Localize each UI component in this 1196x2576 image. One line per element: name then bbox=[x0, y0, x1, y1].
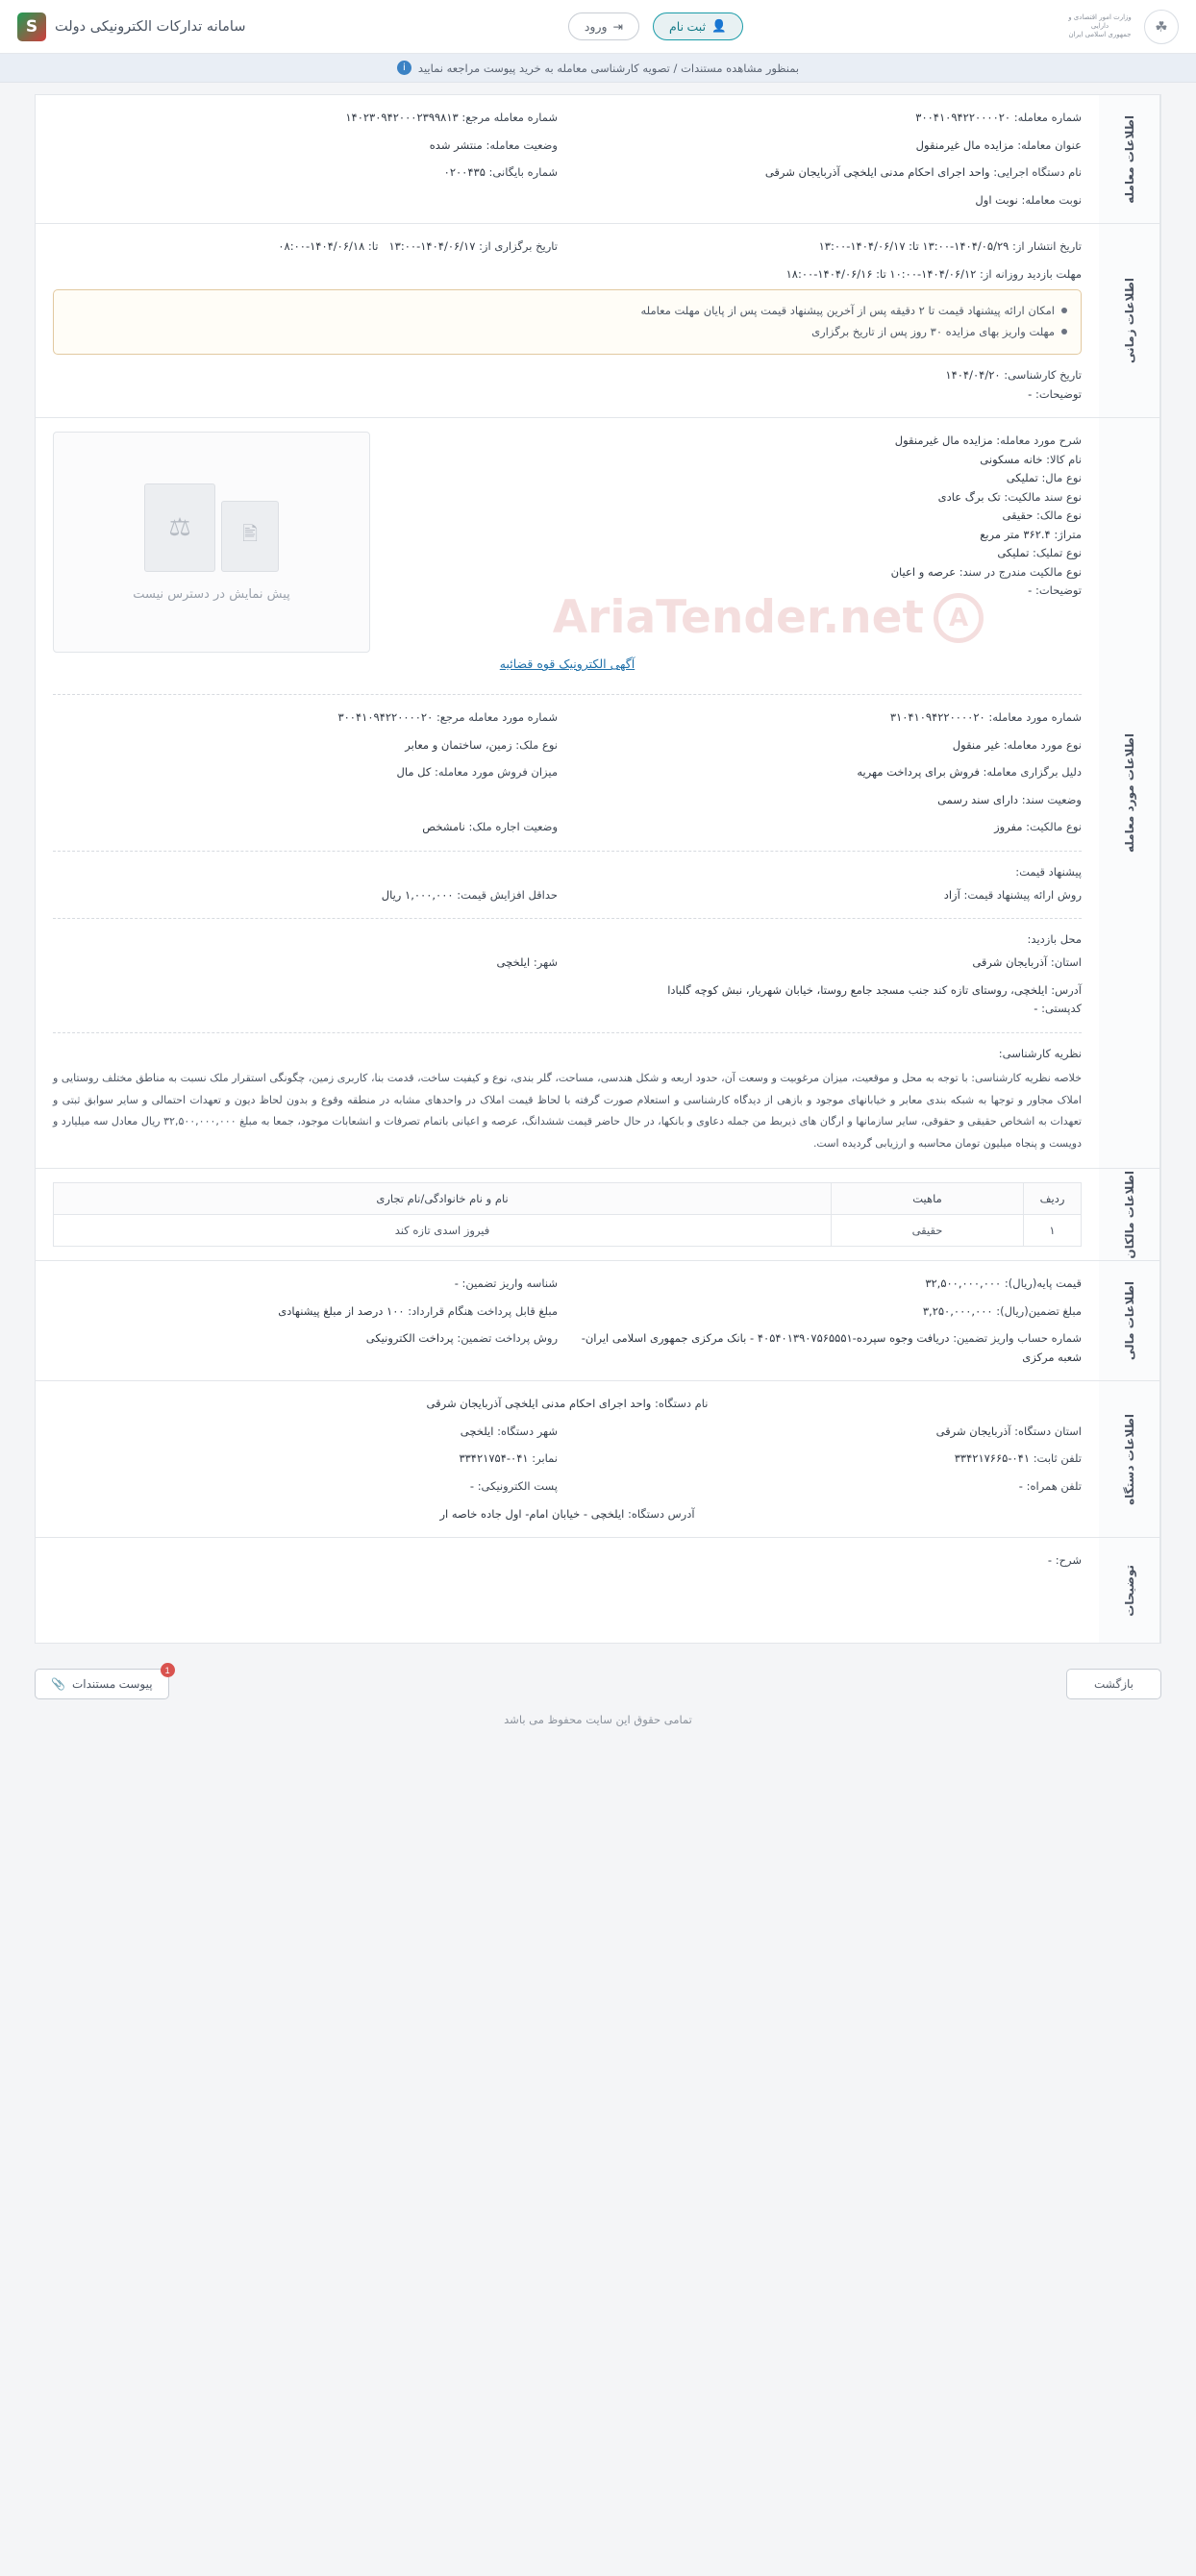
section-label-text: اطلاعات مورد معامله bbox=[1122, 733, 1136, 854]
field-row: حداقل افزایش قیمت: ۱,۰۰۰,۰۰۰ ریال bbox=[381, 887, 558, 902]
register-button[interactable] bbox=[653, 12, 743, 40]
info-icon: i bbox=[397, 61, 411, 75]
field-row: تاریخ برگزاری از: ۱۴۰۴/۰۶/۱۷-۱۳:۰۰ تا: ۱۴۰۴/۰۶/۱۸-۰۸:۰۰ bbox=[278, 239, 558, 254]
section-subject-info bbox=[35, 418, 1161, 1169]
section-label-text: توضیحات bbox=[1122, 1564, 1136, 1617]
divider bbox=[53, 694, 1082, 695]
field-row: شهر: ایلخچی bbox=[496, 955, 558, 970]
field-row: تلفن همراه: - bbox=[1018, 1479, 1082, 1493]
attachments-label: پیوست مستندات bbox=[71, 1677, 153, 1692]
back-label: بازگشت bbox=[1094, 1677, 1134, 1692]
user-add-icon: 👤 bbox=[711, 19, 727, 33]
field-row: شماره مورد معامله مرجع: ۳۰۰۴۱۰۹۴۲۲۰۰۰۰۲۰ bbox=[337, 710, 558, 725]
price-proposal-grid bbox=[53, 886, 1082, 905]
field-row: نوع مالک: حقیقی bbox=[1002, 508, 1082, 523]
field-row: شناسه واریز تضمین: - bbox=[454, 1276, 558, 1291]
section-deal-info bbox=[35, 94, 1161, 224]
financial-grid bbox=[53, 1275, 1082, 1367]
expert-opinion-text: خلاصه نظریه کارشناسی: با توجه به محل و موقعیت، میزان مرغوبیت و وسعت آن، حدود اربعه و شکل هندسی، مساحت، گلر بندی، نوع و کیفیت ساخت، قدمت بنا، کاربری زمین، چگونگی استقرار ملک نسبت به مناطق مختلف روستایی و املاک مجاور و توجها به شبکه بندی معابر و خیابانهای موجود و بازهی از دیدگاه کارشناسی و استعلام صورت گرفته با لحاظ قیمت املاک در واحدهای مشابه در منطقه وقوع و بدون لحاظ دیون و تعهدات احتمالی و سایر سوابق ثبتی و تعهدات به اشخاص حقیقی و حقوقی، سایر سازمانها و ارگان های ذیربط من جمله دعاوی و بانکها، در حال حاضر قیمت ششدانگ، عرصه و اعیانی باتمام تصرفات و انشعابات موجود، جمعا به مبلغ ۳۲,۵۰۰,۰۰۰,۰۰۰ ریال معادل سه میلیارد و دویست و پنجاه میلیون تومان محاسبه و ارزیابی گردیده است. bbox=[53, 1071, 1082, 1150]
field-row: قیمت پایه(ریال): ۳۲,۵۰۰,۰۰۰,۰۰۰ bbox=[925, 1276, 1082, 1291]
attachment-count-badge: 1 bbox=[161, 1663, 175, 1677]
expert-opinion-heading: نظریه کارشناسی: bbox=[998, 1046, 1082, 1060]
field-row: نوبت معامله: نوبت اول bbox=[975, 192, 1082, 207]
field-row: استان دستگاه: آذربایجان شرقی bbox=[935, 1424, 1082, 1438]
divider bbox=[53, 918, 1082, 919]
section-label-financial bbox=[1099, 1261, 1160, 1380]
field-row: شماره بایگانی: ۰۲۰۰۴۳۵ bbox=[443, 165, 558, 180]
notice-bar bbox=[0, 54, 1196, 83]
preview-icons bbox=[144, 483, 279, 572]
alert-line bbox=[67, 322, 1067, 343]
field-row: نوع ملک: زمین، ساختمان و معابر bbox=[405, 737, 558, 752]
cell-nature: حقیقی bbox=[832, 1215, 1024, 1247]
field-row: میزان فروش مورد معامله: کل مال bbox=[396, 765, 558, 780]
time-desc-row: توضیحات: - bbox=[1028, 386, 1082, 401]
register-label: ثبت نام bbox=[669, 20, 707, 34]
attachments-button[interactable] bbox=[35, 1665, 170, 1699]
field-row: نوع تملیک: تملیکی bbox=[997, 546, 1082, 560]
table-row bbox=[54, 1215, 1082, 1247]
table-header-row bbox=[54, 1183, 1082, 1215]
col-nature: ماهیت bbox=[832, 1183, 1024, 1215]
field-row: پست الکترونیکی: - bbox=[469, 1479, 558, 1493]
watermark-logo-icon: A bbox=[934, 593, 984, 643]
gov-badge-caption bbox=[1065, 13, 1134, 38]
alert-line bbox=[67, 301, 1067, 322]
section-body-owners bbox=[36, 1169, 1099, 1260]
field-row: آدرس: ایلخچی، روستای تازه کند جنب مسجد جامع روستا، خیابان شهریار، نبش کوچه گلبادا bbox=[667, 982, 1082, 997]
field-row: روش پرداخت تضمین: پرداخت الکترونیکی bbox=[365, 1331, 558, 1346]
preview-caption: پیش نمایش در دسترس نیست bbox=[133, 586, 290, 602]
section-agency bbox=[35, 1381, 1161, 1538]
field-row: نمابر: ۰۴۱-۳۳۴۲۱۷۵۴ bbox=[459, 1451, 558, 1466]
col-name: نام و نام خانوادگی/نام تجاری bbox=[54, 1183, 832, 1215]
page-content bbox=[0, 83, 1196, 1653]
subject-preview-row bbox=[53, 432, 1082, 653]
field-row: مبلغ قابل پرداخت هنگام قرارداد: ۱۰۰ درصد از مبلغ پیشنهادی bbox=[278, 1303, 558, 1318]
field-row: روش ارائه پیشنهاد قیمت: آزاد bbox=[943, 887, 1082, 902]
field-row: شماره معامله مرجع: ۱۴۰۲۳۰۹۴۲۰۰۰۲۳۹۹۸۱۳ bbox=[345, 111, 558, 124]
field-row: نام کالا: خانه مسکونی bbox=[980, 452, 1082, 466]
visit-grid bbox=[53, 954, 1082, 973]
section-label-notes bbox=[1099, 1538, 1160, 1643]
footer-actions bbox=[0, 1653, 1196, 1703]
document-icon: 🖹 bbox=[221, 501, 279, 572]
cell-index: ۱ bbox=[1024, 1215, 1082, 1247]
field-row: نوع مالکیت مندرج در سند: عرصه و اعیان bbox=[890, 564, 1082, 579]
field-row: نوع مورد معامله: غیر منقول bbox=[952, 737, 1082, 752]
bullet-icon bbox=[1061, 308, 1067, 313]
bullet-icon bbox=[1061, 329, 1067, 334]
notice-text: بمنظور مشاهده مستندات / تصویه کارشناسی معامله به خرید پیوست مراجعه نمایید bbox=[417, 61, 800, 75]
divider bbox=[53, 1032, 1082, 1033]
field-row: تاریخ انتشار از: ۱۴۰۴/۰۵/۲۹-۱۳:۰۰ تا: ۱۴۰۴/۰۶/۱۷-۱۳:۰۰ bbox=[818, 239, 1082, 254]
alert-text-1: امکان ارائه پیشنهاد قیمت تا ۲ دقیقه پس از آخرین پیشنهاد قیمت پس از پایان مهلت معامله bbox=[640, 304, 1055, 318]
agency-grid bbox=[53, 1395, 1082, 1523]
section-label-owners bbox=[1099, 1169, 1160, 1260]
preview-placeholder[interactable] bbox=[53, 432, 370, 653]
section-label-text: اطلاعات مالکان bbox=[1122, 1170, 1136, 1259]
field-row: وضعیت اجاره ملک: نامشخص bbox=[422, 820, 558, 834]
field-row: نام دستگاه اجرایی: واحد اجرای احکام مدنی ایلخچی آذربایجان شرقی bbox=[764, 165, 1082, 180]
gov-logos bbox=[1065, 10, 1179, 44]
login-icon: ⇥ bbox=[612, 20, 624, 34]
gov-badge-line1: وزارت امور اقتصادی و دارایی bbox=[1068, 13, 1132, 31]
section-notes bbox=[35, 1538, 1161, 1644]
divider bbox=[53, 851, 1082, 852]
visit-heading: محل بازدید: bbox=[1027, 932, 1082, 947]
section-label-text: اطلاعات مالی bbox=[1122, 1281, 1136, 1361]
field-row: عنوان معامله: مزایده مال غیرمنقول bbox=[915, 137, 1082, 152]
field-row-empty bbox=[53, 791, 558, 810]
section-label-subject-info bbox=[1099, 418, 1160, 1168]
section-body-financial bbox=[36, 1261, 1099, 1380]
judiciary-ad-link[interactable]: آگهی الکترونیک قوه قضائیه bbox=[499, 656, 635, 672]
section-body-notes bbox=[36, 1538, 1099, 1643]
section-financial bbox=[35, 1261, 1161, 1381]
section-label-agency bbox=[1099, 1381, 1160, 1537]
section-label-text: اطلاعات زمانی bbox=[1122, 278, 1136, 364]
section-label-time-info bbox=[1099, 224, 1160, 417]
section-label-deal-info bbox=[1099, 95, 1160, 223]
field-row: نام دستگاه: واحد اجرای احکام مدنی ایلخچی آذربایجان شرقی bbox=[426, 1397, 709, 1411]
setadiran-logo-icon: S bbox=[17, 12, 46, 41]
site-title: سامانه تدارکات الکترونیکی دولت bbox=[55, 18, 246, 35]
section-body-deal-info bbox=[36, 95, 1099, 223]
field-row: نوع مالکیت: مفروز bbox=[994, 820, 1082, 834]
field-row: وضعیت سند: دارای سند رسمی bbox=[937, 792, 1082, 806]
field-row: کدپستی: - bbox=[1034, 1002, 1082, 1016]
section-label-text: اطلاعات معامله bbox=[1122, 114, 1136, 204]
section-body-subject-info bbox=[36, 418, 1099, 1168]
time-alert-box bbox=[53, 289, 1082, 355]
field-row: شرح مورد معامله: مزایده مال غیرمنقول bbox=[894, 433, 1082, 448]
gov-badge-line2: جمهوری اسلامی ایران bbox=[1068, 30, 1132, 38]
field-row: تلفن ثابت: ۰۴۱-۳۳۴۲۱۷۶۶۵ bbox=[954, 1451, 1082, 1466]
back-button[interactable] bbox=[1066, 1669, 1161, 1699]
field-row: مهلت بازدید روزانه از: ۱۴۰۴/۰۶/۱۲-۱۰:۰۰ تا: ۱۴۰۴/۰۶/۱۶-۱۸:۰۰ bbox=[785, 266, 1082, 281]
field-row: وضعیت معامله: منتشر شده bbox=[429, 137, 558, 152]
login-button[interactable] bbox=[568, 12, 639, 40]
field-row-empty bbox=[53, 265, 558, 285]
field-row: شماره مورد معامله: ۳۱۰۴۱۰۹۴۲۲۰۰۰۰۲۰ bbox=[889, 710, 1082, 725]
field-row: مبلغ تضمین(ریال): ۳,۲۵۰,۰۰۰,۰۰۰ bbox=[922, 1303, 1082, 1318]
deal-info-grid bbox=[53, 109, 1082, 210]
cell-name: فیروز اسدی تازه کند bbox=[54, 1215, 832, 1247]
field-row: متراژ: ۳۶۲.۴ متر مربع bbox=[980, 527, 1082, 541]
owners-table bbox=[53, 1182, 1082, 1247]
field-row: شماره حساب واریز تضمین: دریافت وجوه سپرده-۴۰۵۴۰۱۳۹۰۷۵۶۵۵۵۱ - بانک مرکزی جمهوری اسلامی ایران- شعبه مرکزی bbox=[581, 1331, 1082, 1364]
login-label: ورود bbox=[584, 20, 608, 34]
field-row: استان: آذربایجان شرقی bbox=[972, 955, 1082, 970]
section-body-time-info bbox=[36, 224, 1099, 417]
field-row: شماره معامله: ۳۰۰۴۱۰۹۴۲۲۰۰۰۰۲۰ bbox=[915, 111, 1082, 124]
alert-text-2: مهلت واریز بهای مزایده ۳۰ روز پس از تاریخ برگزاری bbox=[811, 325, 1055, 339]
field-row: دلیل برگزاری معامله: فروش برای پرداخت مهریه bbox=[857, 765, 1082, 780]
price-proposal-heading: پیشنهاد قیمت: bbox=[1015, 864, 1082, 879]
brand[interactable] bbox=[17, 12, 246, 41]
field-row: نوع سند مالکیت: تک برگ عادی bbox=[937, 489, 1082, 504]
section-label-text: اطلاعات دستگاه bbox=[1122, 1413, 1136, 1505]
footer-copyright: تمامی حقوق این سایت محفوظ می باشد bbox=[504, 1713, 692, 1727]
subject-details-grid bbox=[53, 708, 1082, 837]
section-time-info bbox=[35, 224, 1161, 418]
paperclip-icon: 📎 bbox=[51, 1677, 65, 1692]
subject-summary bbox=[387, 432, 1082, 601]
col-index: ردیف bbox=[1024, 1183, 1082, 1215]
field-row: آدرس دستگاه: ایلخچی - خیابان امام- اول جاده خاصه ار bbox=[439, 1506, 695, 1521]
expert-date-row: تاریخ کارشناسی: ۱۴۰۴/۰۴/۲۰ bbox=[945, 367, 1082, 382]
field-row: توضیحات: - bbox=[1028, 583, 1082, 598]
time-info-grid bbox=[53, 237, 1082, 284]
section-body-agency bbox=[36, 1381, 1099, 1537]
gavel-icon: ⚖ bbox=[144, 483, 215, 572]
watermark-text: AriaTender.net bbox=[552, 591, 924, 645]
section-owners bbox=[35, 1169, 1161, 1261]
top-bar bbox=[0, 0, 1196, 54]
field-row: شرح: - bbox=[1047, 1553, 1082, 1568]
field-row: نوع مال: تملیکی bbox=[1006, 471, 1082, 485]
gov-emblem-icon: ☘ bbox=[1144, 10, 1179, 44]
field-row: شهر دستگاه: ایلخچی bbox=[460, 1424, 558, 1438]
